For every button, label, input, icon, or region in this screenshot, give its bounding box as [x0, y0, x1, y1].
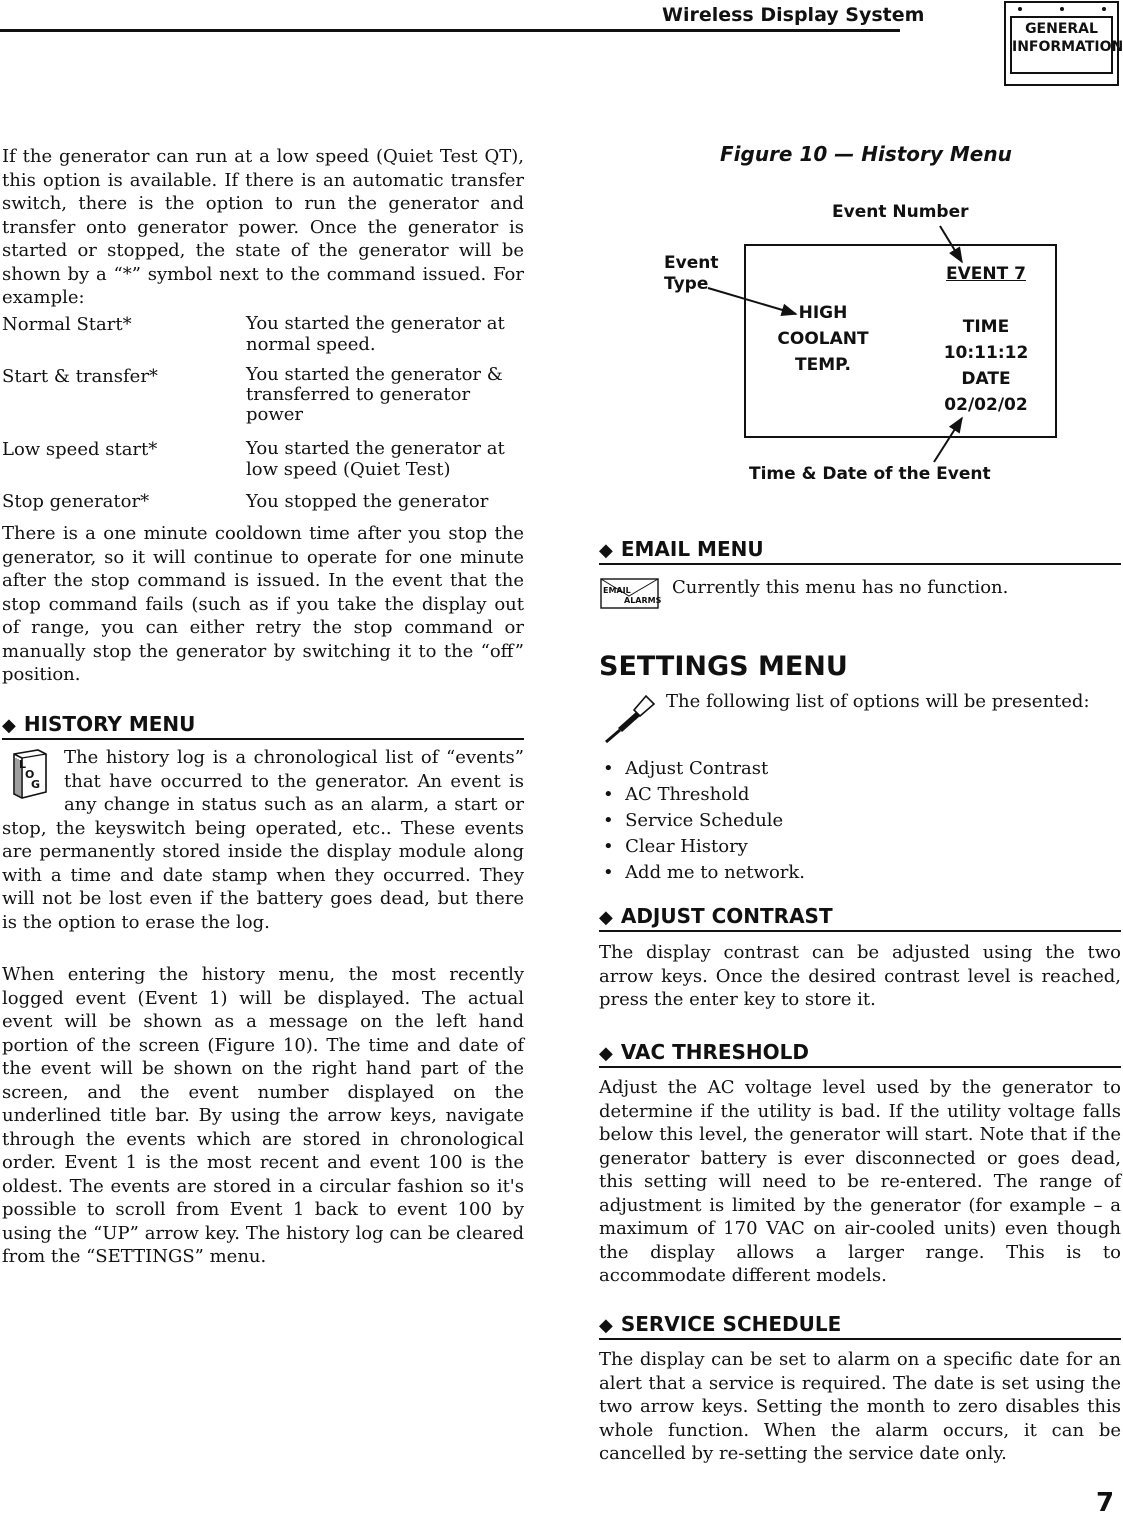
- running-header: Wireless Display System: [662, 4, 925, 26]
- example-command: Normal Start*: [2, 314, 132, 335]
- screwdriver-icon: [600, 690, 660, 746]
- example-command: Low speed start*: [2, 439, 158, 460]
- list-item: • Clear History: [603, 836, 748, 857]
- history-menu-title: HISTORY MENU: [23, 712, 196, 736]
- history-paragraph-2: When entering the history menu, the most recently logged event (Event 1) will be displayed. The actual event will be shown as a message on the left hand portion of the screen (Figure 10). The time and date of the event will be shown on the right hand part of the screen, and the event number displayed on the underlined title bar. By using the arrow keys, navigate through the events which are stored in chronological order. Event 1 is the most recent and event 100 is the oldest. The events are stored in a circular fashion so it's possible to scroll from Event 1 back to event 100 by using the “UP” arrow key. The history log can be cleared from the “SETTINGS” menu.: [2, 964, 524, 1267]
- screen-event-message: HIGH COOLANT TEMP.: [777, 303, 869, 375]
- adjust-contrast-text: The display contrast can be adjusted using the two arrow keys. Once the desired contrast level is reached, press the enter key to store it.: [599, 942, 1121, 1010]
- label-event-number: Event Number: [832, 202, 969, 222]
- screen-event-title: EVENT 7: [946, 264, 1026, 284]
- example-command: Stop generator*: [2, 491, 150, 512]
- service-schedule-text: The display can be set to alarm on a specific date for an alert that a service is required. The date is set using the two arrow keys. Setting the month to zero disables this whole function. When the alarm occurs, it can be cancelled by re-setting the service date only.: [599, 1349, 1121, 1464]
- email-alarms-icon: EMAIL ALARMS: [600, 576, 660, 610]
- history-paragraph-1: The history log is a chronological list of “events” that have occurred to the generator. An event is any change in status such as an alarm, a start or stop, the keyswitch being operated, etc.. These events are permanently stored inside the display module along with a time and date stamp when they occurred. They will not be lost even if the battery goes dead, but there is the option to erase the log.: [2, 747, 524, 933]
- screen-time-date: TIME 10:11:12 DATE 02/02/02: [943, 317, 1029, 415]
- label-time-date: Time & Date of the Event: [749, 464, 991, 484]
- figure-caption: Figure 10 — History Menu: [720, 142, 1012, 166]
- adjust-contrast-title: ADJUST CONTRAST: [620, 904, 833, 928]
- email-menu-text: Currently this menu has no function.: [672, 577, 1009, 598]
- example-command: Start & transfer*: [2, 366, 158, 387]
- vac-threshold-heading: ◆ VAC THRESHOLD: [599, 1040, 1121, 1068]
- list-item: • AC Threshold: [603, 784, 750, 805]
- list-item: • Adjust Contrast: [603, 758, 769, 779]
- vac-threshold-text: Adjust the AC voltage level used by the generator to determine if the utility is bad. If the utility voltage falls below this level, the generator will start. Note that if the generator battery is ever disconnected or goes dead, this setting will need to be re-entered. The range of adjustment is limited by the generator (for example – a maximum of 170 VAC on air-cooled units) even though the display allows a larger range. This is to accommodate different models.: [599, 1077, 1121, 1286]
- figure-leader-lines: [0, 0, 1123, 520]
- badge-line-1: GENERAL: [1025, 21, 1098, 37]
- history-menu-heading: ◆ HISTORY MENU: [2, 712, 524, 740]
- badge-line-2: INFORMATION: [1012, 39, 1123, 55]
- example-desc: You started the generator at normal speed.: [246, 313, 505, 355]
- settings-menu-text: The following list of options will be presented:: [666, 691, 1090, 712]
- email-menu-heading: ◆ EMAIL MENU: [599, 537, 1121, 565]
- list-item: • Service Schedule: [603, 810, 784, 831]
- adjust-contrast-heading: ◆ ADJUST CONTRAST: [599, 904, 1121, 932]
- vac-threshold-title: VAC THRESHOLD: [620, 1040, 810, 1064]
- service-schedule-heading: ◆ SERVICE SCHEDULE: [599, 1312, 1121, 1340]
- settings-options-list: [603, 757, 1003, 887]
- service-schedule-title: SERVICE SCHEDULE: [620, 1312, 842, 1336]
- page-number: 7: [1096, 1488, 1115, 1518]
- cooldown-paragraph: There is a one minute cooldown time after you stop the generator, so it will continue to operate for one minute after the stop command is issued. In the event that the stop command fails (such as if you take the display out of range, you can either retry the stop command or manually stop the generator by switching it to the “off” position.: [2, 523, 524, 685]
- example-desc: You stopped the generator: [246, 491, 489, 512]
- settings-menu-heading: SETTINGS MENU: [599, 651, 848, 682]
- list-item: • Add me to network.: [603, 862, 806, 883]
- intro-paragraph: If the generator can run at a low speed (Quiet Test QT), this option is available. If there is an automatic transfer switch, there is the option to run the generator and transfer onto generator power. Once the generator is started or stopped, the state of the generator will be shown by a “*” symbol next to the command issued. For example:: [2, 146, 524, 308]
- label-event-type: Event Type: [664, 253, 719, 294]
- email-menu-title: EMAIL MENU: [620, 537, 764, 561]
- example-desc: You started the generator & transferred to generator power: [246, 364, 503, 425]
- example-desc: You started the generator at low speed (Quiet Test): [246, 438, 505, 480]
- log-book-icon: L O G: [6, 748, 50, 800]
